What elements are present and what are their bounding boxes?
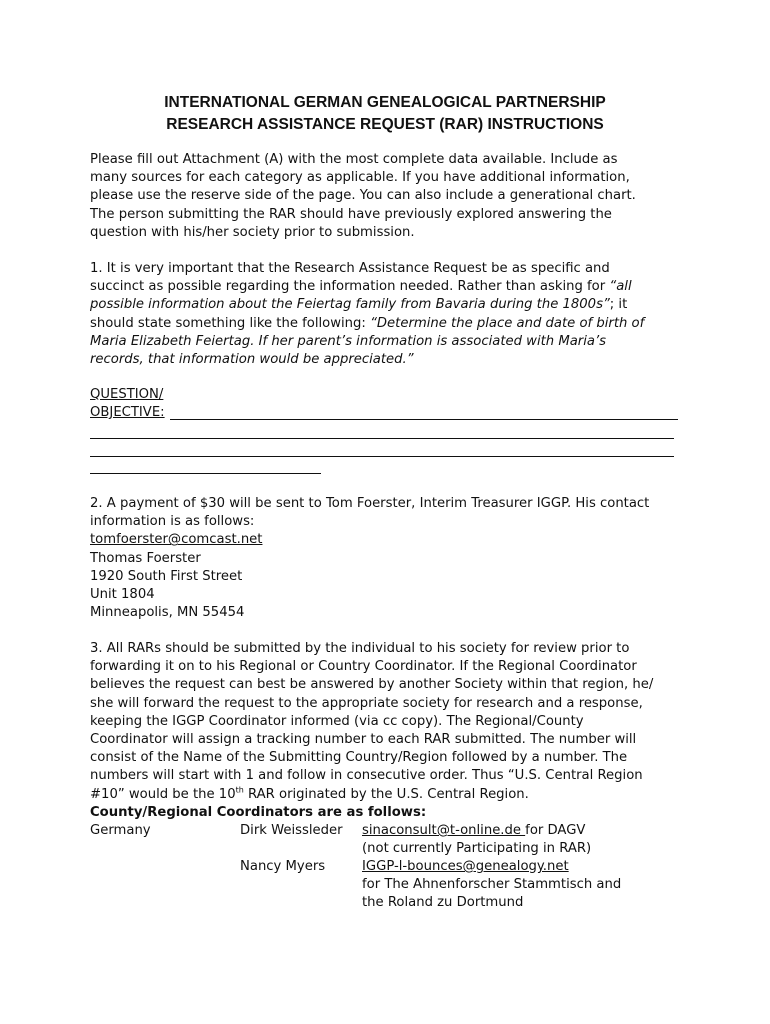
coordinators-heading: County/Regional Coordinators are as follows: [90, 804, 427, 820]
item-1-paragraph [90, 260, 690, 369]
objective-answer-line[interactable] [90, 456, 674, 457]
objective-answer-line[interactable] [90, 473, 321, 474]
item-2-line: information is as follows: [90, 514, 255, 530]
item-3-paragraph [90, 640, 690, 822]
item-3-line: keeping the IGGP Coordinator informed (via cc copy). The Regional/County [90, 713, 584, 729]
document-title-line1: INTERNATIONAL GERMAN GENEALOGICAL PARTNERSHIP [164, 94, 606, 111]
intro-line: The person submitting the RAR should have previously explored answering the [90, 206, 612, 222]
coordinator-note: the Roland zu Dortmund [362, 895, 524, 910]
item-1-line: Maria Elizabeth Feiertag. If her parent’s information is associated with Maria’s [90, 333, 607, 349]
intro-paragraph [90, 151, 690, 242]
coordinator-name: Nancy Myers [240, 859, 326, 874]
coordinator-contact [362, 822, 585, 840]
coordinator-note: for DAGV [525, 823, 586, 838]
item-3-line: Coordinator will assign a tracking number to each RAR submitted. The number will [90, 732, 637, 748]
item-3-line [90, 786, 690, 804]
coordinator-note: (not currently Participating in RAR) [362, 841, 592, 856]
item-2-line: 2. A payment of $30 will be sent to Tom Foerster, Interim Treasurer IGGP. His contact [90, 496, 650, 511]
coordinator-note: for The Ahnenforscher Stammtisch and [362, 877, 622, 892]
address-line: Thomas Foerster [90, 550, 201, 566]
intro-line: Please fill out Attachment (A) with the most complete data available. Include as [90, 152, 618, 167]
coordinator-country: Germany [90, 823, 151, 838]
item-3-line: 3. All RARs should be submitted by the individual to his society for review prior to [90, 641, 630, 656]
item-3-text: #10” would be the 10 [90, 786, 236, 802]
coordinator-email-link[interactable]: IGGP-l-bounces@genealogy.net [362, 859, 569, 874]
address-line: 1920 South First Street [90, 568, 243, 584]
item-1-text: ; it [609, 297, 628, 313]
item-1-text: succinct as possible regarding the information needed. Rather than asking for [90, 279, 610, 295]
item-2-paragraph [90, 495, 690, 622]
item-1-quote: possible information about the Feiertag family from Bavaria during the 1800s” [90, 297, 610, 313]
item-1-line [90, 296, 690, 314]
intro-line: many sources for each category as applicable. If you have additional information, [90, 170, 630, 186]
item-1-text: should state something like the following: [90, 315, 371, 331]
item-3-line: consist of the Name of the Submitting Country/Region followed by a number. The [90, 750, 628, 766]
treasurer-email-link[interactable]: tomfoerster@comcast.net [90, 532, 263, 548]
item-1-quote: “Determine the place and date of birth of [370, 315, 645, 331]
intro-line: question with his/her society prior to submission. [90, 224, 415, 240]
item-3-line: numbers will start with 1 and follow in consecutive order. Thus “U.S. Central Region [90, 768, 643, 784]
intro-line: please use the reserve side of the page. You can also include a generational chart. [90, 188, 636, 204]
objective-label: OBJECTIVE: [90, 405, 165, 421]
document-title-line2: RESEARCH ASSISTANCE REQUEST (RAR) INSTRUCTIONS [166, 116, 604, 133]
ordinal-suffix: th [235, 785, 244, 795]
item-1-line: 1. It is very important that the Research Assistance Request be as specific and [90, 261, 610, 276]
address-line: Minneapolis, MN 55454 [90, 605, 245, 621]
item-3-line: believes the request can best be answered by another Society within that region, he/ [90, 677, 654, 693]
question-objective [90, 386, 690, 422]
item-3-line: she will forward the request to the appropriate society for research and a response, [90, 695, 643, 711]
item-1-quote: “all [609, 279, 632, 295]
coordinator-email-link[interactable]: sinaconsult@t-online.de [362, 823, 526, 838]
question-label: QUESTION/ [90, 387, 164, 402]
item-1-line: records, that information would be appreciated.” [90, 352, 414, 368]
objective-answer-line[interactable] [90, 438, 674, 439]
coordinator-name: Dirk Weissleder [240, 823, 343, 838]
address-line: Unit 1804 [90, 587, 155, 603]
item-3-text: RAR originated by the U.S. Central Region. [243, 786, 529, 802]
item-3-line: forwarding it on to his Regional or Country Coordinator. If the Regional Coordinator [90, 659, 637, 675]
item-1-line [90, 315, 690, 333]
item-1-line [90, 278, 690, 296]
objective-answer-line[interactable] [170, 419, 678, 420]
